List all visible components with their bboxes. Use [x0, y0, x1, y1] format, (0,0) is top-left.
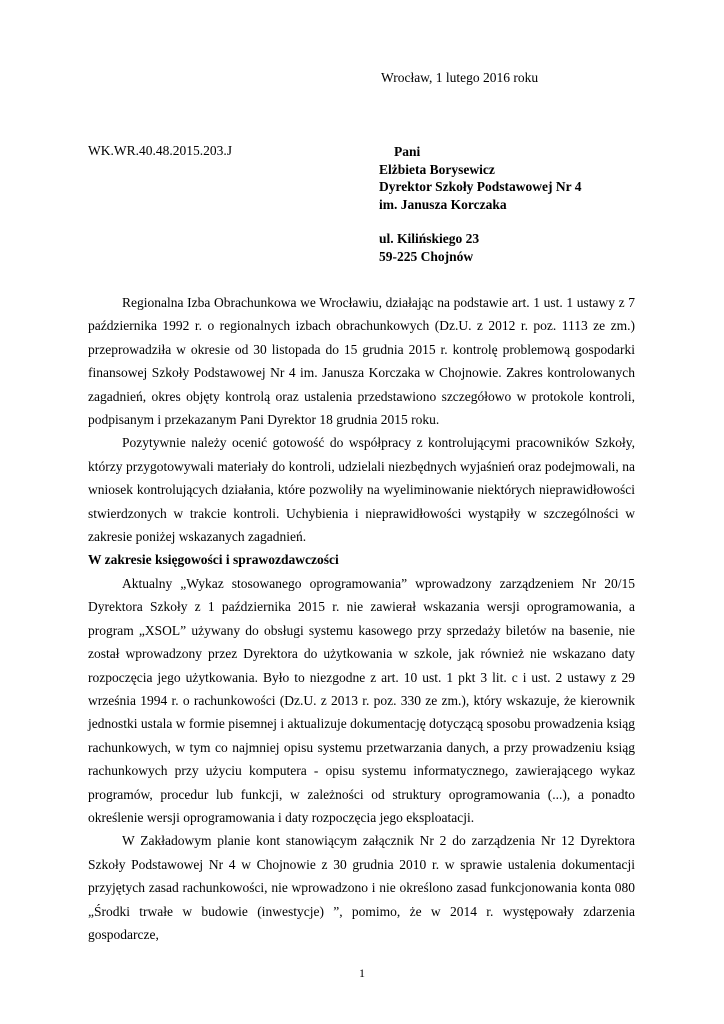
- recipient-street: ul. Kilińskiego 23: [379, 231, 480, 246]
- body-paragraph-2: Pozytywnie należy ocenić gotowość do współpracy z kontrolującymi pracowników Szkoły, którzy przygotowywali materiały do kontroli, udzielali niezbędnych wyjaśnień oraz podejmowali, na wniosek kontrolujących działania, które pozwoliły na wyeliminowanie niektórych nieprawidłowości stwierdzonych w trakcie kontroli. Uchybienia i nieprawidłowości wystąpiły w szczególności w zakresie poniżej wskazanych zagadnień.: [88, 435, 635, 545]
- page-number: 1: [359, 966, 365, 980]
- body-paragraph-1: Regionalna Izba Obrachunkowa we Wrocławiu, działając na podstawie art. 1 ust. 1 ustawy z 7 października 1992 r. o regionalnych izbach obrachunkowych (Dz.U. z 2012 r. poz. 1113 ze zm.) przeprowadziła w okresie od 30 listopada do 15 grudnia 2015 r. kontrolę problemową gospodarki finansowej Szkoły Podstawowej Nr 4 im. Janusza Korczaka w Chojnowie. Zakres kontrolowanych zagadnień, okres objęty kontrolą oraz ustalenia przedstawiono szczegółowo w protokole kontroli, podpisanym i przekazanym Pani Dyrektor 18 grudnia 2015 roku.: [88, 295, 635, 428]
- recipient-block: [379, 143, 582, 265]
- section-heading: W zakresie księgowości i sprawozdawczości: [88, 552, 339, 568]
- place-date: Wrocław, 1 lutego 2016 roku: [381, 70, 539, 85]
- reference-number: WK.WR.40.48.2015.203.J: [88, 143, 232, 158]
- recipient-salutation: Pani: [394, 144, 421, 159]
- body-paragraph-4: W Zakładowym planie kont stanowiącym załącznik Nr 2 do zarządzenia Nr 12 Dyrektora Szkoły Podstawowej Nr 4 w Chojnowie z 30 grudnia 2010 r. w sprawie ustalenia dokumentacji przyjętych zasad rachunkowości, nie wprowadzono i nie określono zasad funkcjonowania konta 080 „Środki trwałe w budowie (inwestycje) ”, pomimo, że w 2014 r. występowały zdarzenia gospodarcze,: [88, 833, 635, 942]
- body-paragraph-3: Aktualny „Wykaz stosowanego oprogramowania” wprowadzony zarządzeniem Nr 20/15 Dyrektora Szkoły z 1 października 2015 r. nie zawierał wskazania wersji oprogramowania, a program „XSOL” używany do obsługi systemu kasowego przy sprzedaży biletów na basenie, nie został wprowadzony przez Dyrektora do użytkowania w szkole, jak również nie wskazano daty rozpoczęcia jego użytkowania. Było to niezgodne z art. 10 ust. 1 pkt 3 lit. c i ust. 2 ustawy z 29 września 1994 r. o rachunkowości (Dz.U. z 2013 r. poz. 330 ze zm.), który wskazuje, że kierownik jednostki ustala w formie pisemnej i aktualizuje dokumentację dotyczącą sposobu prowadzenia ksiąg rachunkowych, w tym co najmniej opisu systemu przetwarzania danych, a przy prowadzeniu ksiąg rachunkowych przy użyciu komputera - opisu systemu informatycznego, zawierającego wykaz programów, procedur lub funkcji, w zależności od struktury oprogramowania (...), a ponadto określenie wersji oprogramowania i daty rozpoczęcia jego eksploatacji.: [88, 575, 635, 825]
- recipient-position: Dyrektor Szkoły Podstawowej Nr 4: [379, 179, 582, 194]
- letter-body: [88, 291, 635, 946]
- recipient-name: Elżbieta Borysewicz: [379, 161, 495, 177]
- address-spacer: [379, 213, 582, 230]
- recipient-city: 59-225 Chojnów: [379, 248, 474, 264]
- recipient-school-patron: im. Janusza Korczaka: [379, 196, 507, 212]
